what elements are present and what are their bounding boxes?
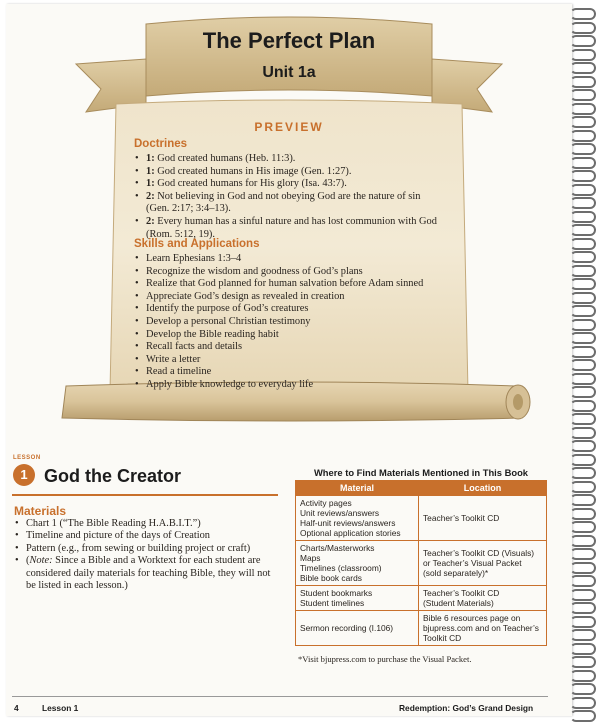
spiral-coil: [570, 697, 596, 709]
spiral-coil: [570, 508, 596, 520]
spiral-coil: [570, 251, 596, 263]
spiral-coil: [570, 427, 596, 439]
spiral-coil: [570, 143, 596, 155]
table-row: [296, 611, 547, 646]
spiral-coil: [570, 35, 596, 47]
materials-table: [295, 480, 547, 646]
list-item: • Write a letter: [134, 354, 464, 367]
materials-list: [14, 518, 279, 592]
spiral-coil: [570, 575, 596, 587]
lesson-label: LESSON: [13, 455, 41, 461]
spiral-coil: [570, 62, 596, 74]
spiral-coil: [570, 224, 596, 236]
spiral-coil: [570, 440, 596, 452]
spiral-coil: [570, 562, 596, 574]
spiral-coil: [570, 683, 596, 695]
table-header-row: [296, 481, 547, 496]
spiral-coil: [570, 535, 596, 547]
spiral-coil: [570, 467, 596, 479]
list-item: • Learn Ephesians 1:3–4: [134, 253, 464, 266]
spiral-coil: [570, 346, 596, 358]
location-cell: Teacher’s Toolkit CD (Student Materials): [419, 586, 547, 611]
location-cell: Teacher’s Toolkit CD: [419, 496, 547, 541]
preview-label: PREVIEW: [254, 120, 324, 134]
table-footnote: *Visit bjupress.com to purchase the Visual Packet.: [298, 654, 472, 664]
spiral-coil: [570, 481, 596, 493]
spiral-coil: [570, 238, 596, 250]
table-row: [296, 586, 547, 611]
spiral-coil: [570, 629, 596, 641]
column-header-location: Location: [419, 481, 547, 496]
spiral-coil: [570, 278, 596, 290]
spiral-coil: [570, 170, 596, 182]
list-item: • 2: Not believing in God and not obeying God are the nature of sin (Gen. 2:17; 3:4–13).: [134, 191, 464, 216]
spiral-coil: [570, 197, 596, 209]
spiral-coil: [570, 305, 596, 317]
spiral-coil: [570, 616, 596, 628]
spiral-coil: [570, 670, 596, 682]
page-number: 4: [14, 703, 19, 713]
table-row: [296, 496, 547, 541]
materials-heading: Materials: [14, 504, 67, 518]
spiral-coil: [570, 656, 596, 668]
page: [6, 4, 572, 716]
spiral-coil: [570, 548, 596, 560]
spiral-coil: [570, 292, 596, 304]
skills-list: [134, 253, 464, 392]
spiral-coil: [570, 400, 596, 412]
spiral-coil: [570, 332, 596, 344]
spiral-coil: [570, 8, 596, 20]
spiral-coil: [570, 265, 596, 277]
footer-book-title: Redemption: God’s Grand Design: [399, 703, 534, 713]
table-row: [296, 541, 547, 586]
footer-divider: [12, 696, 548, 697]
location-cell: Teacher’s Toolkit CD (Visuals) or Teacher’s Visual Packet (sold separately)*: [419, 541, 547, 586]
material-cell: Charts/Masterworks Maps Timelines (classroom) Bible book cards: [296, 541, 419, 586]
list-item: • (Note: Since a Bible and a Worktext for each student are considered daily materials for teaching Bible, they will not be listed in each lesson.): [14, 555, 279, 592]
list-item: • Recall facts and details: [134, 341, 464, 354]
material-cell: Activity pages Unit reviews/answers Half-unit reviews/answers Optional application stories: [296, 496, 419, 541]
spiral-coil: [570, 319, 596, 331]
list-item: • 2: Every human has a sinful nature and has lost communion with God (Rom. 5:12, 19).: [134, 216, 464, 241]
list-item: • Develop the Bible reading habit: [134, 329, 464, 342]
footer-lesson: Lesson 1: [42, 703, 79, 713]
spiral-coil: [570, 103, 596, 115]
spiral-coil: [570, 49, 596, 61]
list-item: • 1: God created humans in His image (Gen. 1:27).: [134, 166, 464, 179]
doctrines-list: [134, 153, 464, 241]
spiral-coil: [570, 589, 596, 601]
note-label: Note:: [29, 555, 53, 567]
list-item: • Pattern (e.g., from sewing or building project or craft): [14, 543, 279, 555]
spiral-coil: [570, 116, 596, 128]
list-item: • Timeline and picture of the days of Creation: [14, 530, 279, 542]
material-cell: Student bookmarks Student timelines: [296, 586, 419, 611]
spiral-coil: [570, 157, 596, 169]
spiral-coil: [570, 89, 596, 101]
list-item: • Identify the purpose of God’s creatures: [134, 303, 464, 316]
unit-subtitle: Unit 1a: [262, 64, 316, 81]
spiral-coil: [570, 643, 596, 655]
divider: [12, 494, 278, 496]
spiral-coil: [570, 359, 596, 371]
spiral-coil: [570, 373, 596, 385]
spiral-coil: [570, 184, 596, 196]
list-item: • Appreciate God’s design as revealed in creation: [134, 291, 464, 304]
spiral-coil: [570, 602, 596, 614]
list-item: • Chart 1 (“The Bible Reading H.A.B.I.T.”): [14, 518, 279, 530]
spiral-coil: [570, 521, 596, 533]
column-header-material: Material: [296, 481, 419, 496]
spiral-coil: [570, 130, 596, 142]
location-cell: Bible 6 resources page on bjupress.com and on Teacher’s Toolkit CD: [419, 611, 547, 646]
list-item: • 1: God created humans for His glory (Isa. 43:7).: [134, 178, 464, 191]
spiral-coil: [570, 386, 596, 398]
skills-heading: Skills and Applications: [134, 238, 260, 250]
list-item: • 1: God created humans (Heb. 11:3).: [134, 153, 464, 166]
spiral-coil: [570, 454, 596, 466]
list-item: • Develop a personal Christian testimony: [134, 316, 464, 329]
lesson-number-badge: 1: [13, 464, 35, 486]
list-item: • Recognize the wisdom and goodness of God’s plans: [134, 266, 464, 279]
unit-title: The Perfect Plan: [202, 28, 376, 53]
spiral-coil: [570, 710, 596, 722]
list-item: • Read a timeline: [134, 366, 464, 379]
spiral-binding: [570, 0, 600, 721]
list-item: • Realize that God planned for human salvation before Adam sinned: [134, 278, 464, 291]
spiral-coil: [570, 76, 596, 88]
table-title: Where to Find Materials Mentioned in This Book: [313, 467, 529, 478]
lesson-title: God the Creator: [44, 466, 182, 486]
spiral-coil: [570, 22, 596, 34]
spiral-coil: [570, 413, 596, 425]
spiral-coil: [570, 211, 596, 223]
list-item: • Apply Bible knowledge to everyday life: [134, 379, 464, 392]
material-cell: Sermon recording (I.106): [296, 611, 419, 646]
doctrines-heading: Doctrines: [134, 138, 188, 150]
spiral-coil: [570, 494, 596, 506]
